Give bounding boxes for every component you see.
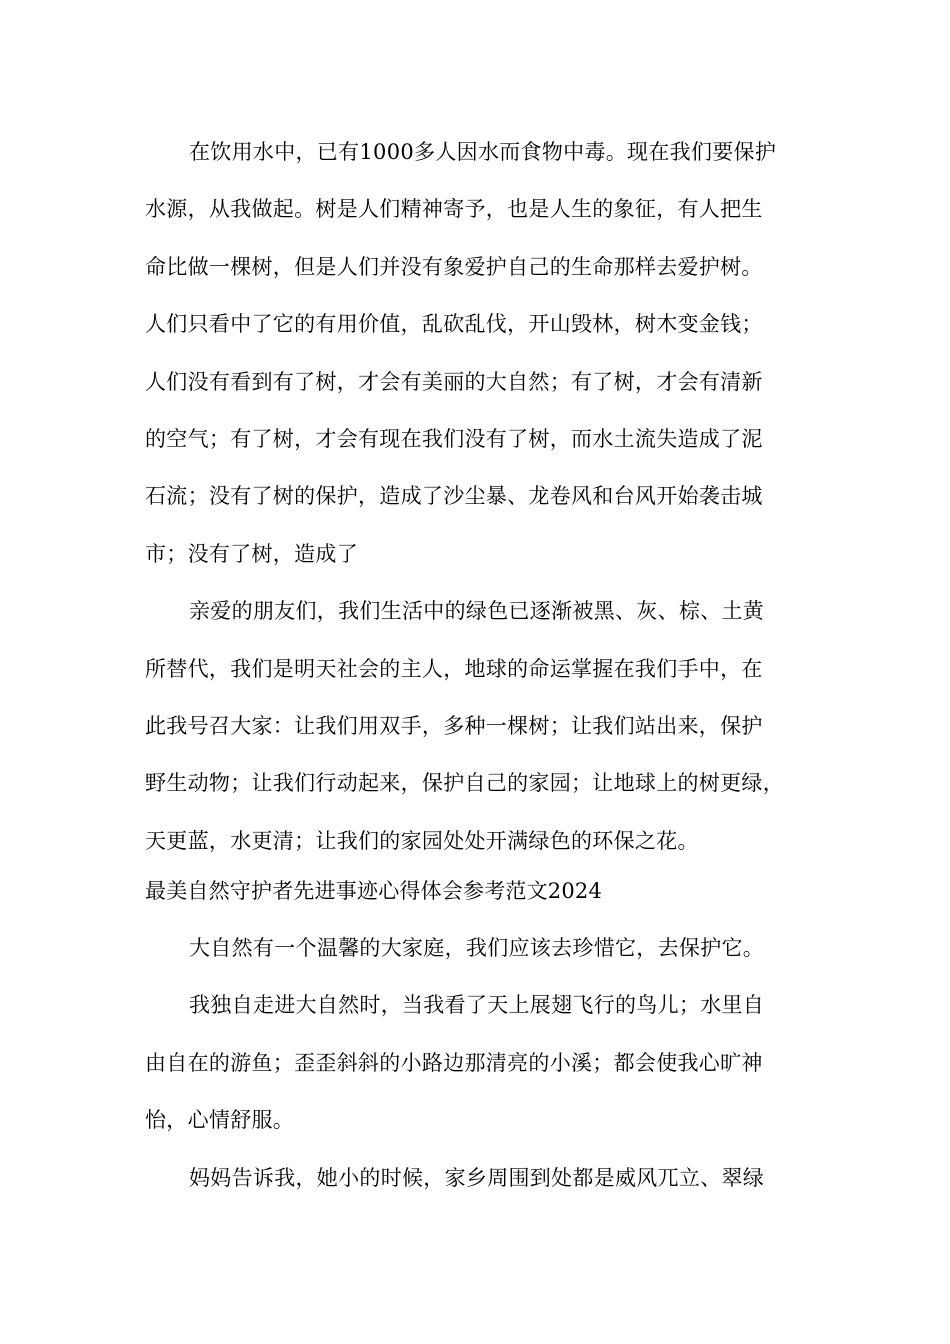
document-body [145,124,825,1207]
text-line: 此我号召大家：让我们用双手，多种一棵树；让我们站出来，保护 [145,713,763,738]
paragraph-water-and-trees [145,124,825,583]
text-line: 怡，心情舒服。 [145,1108,295,1133]
text-line: 水源，从我做起。树是人们精神寄予，也是人生的象征，有人把生 [145,197,763,222]
paragraph-nature-walk [145,977,825,1149]
text-line: 所替代，我们是明天社会的主人，地球的命运掌握在我们手中，在 [145,656,763,681]
text-line: 的空气；有了树，才会有现在我们没有了树，而水土流失造成了泥 [145,426,763,451]
text-line: 命比做一棵树，但是人们并没有象爱护自己的生命那样去爱护树。 [145,254,763,279]
paragraph-mother-story [145,1150,825,1207]
text-line: 在饮用水中，已有1000多人因水而食物中毒。现在我们要保护 [189,140,777,164]
text-line: 市；没有了树，造成了 [145,541,358,566]
text-line: 石流；没有了树的保护，造成了沙尘暴、龙卷风和台风开始袭击城 [145,484,763,509]
text-line: 亲爱的朋友们，我们生活中的绿色已逐渐被黑、灰、棕、土黄 [189,599,765,624]
text-line: 人们只看中了它的有用价值，乱砍乱伐，开山毁林，树木变金钱； [145,312,763,337]
text-line: 大自然有一个温馨的大家庭，我们应该去珍惜它，去保护它。 [189,936,765,961]
text-line: 天更蓝，水更清；让我们的家园处处开满绿色的环保之花。 [145,828,699,853]
text-line: 我独自走进大自然时，当我看了天上展翅飞行的鸟儿；水里自 [189,993,765,1018]
heading-spacer [145,912,825,920]
section-heading: 最美自然守护者先进事迹心得体会参考范文2024 [145,879,603,904]
text-line: 野生动物；让我们行动起来，保护自己的家园；让地球上的树更绿， [145,771,784,796]
text-line: 由自在的游鱼；歪歪斜斜的小路边那清亮的小溪；都会使我心旷神 [145,1050,763,1075]
text-line: 人们没有看到有了树，才会有美丽的大自然；有了树，才会有清新 [145,369,763,394]
paragraph-call-to-action [145,583,825,870]
paragraph-intro [145,920,825,977]
text-line: 妈妈告诉我，她小的时候，家乡周围到处都是威风兀立、翠绿 [189,1165,765,1190]
